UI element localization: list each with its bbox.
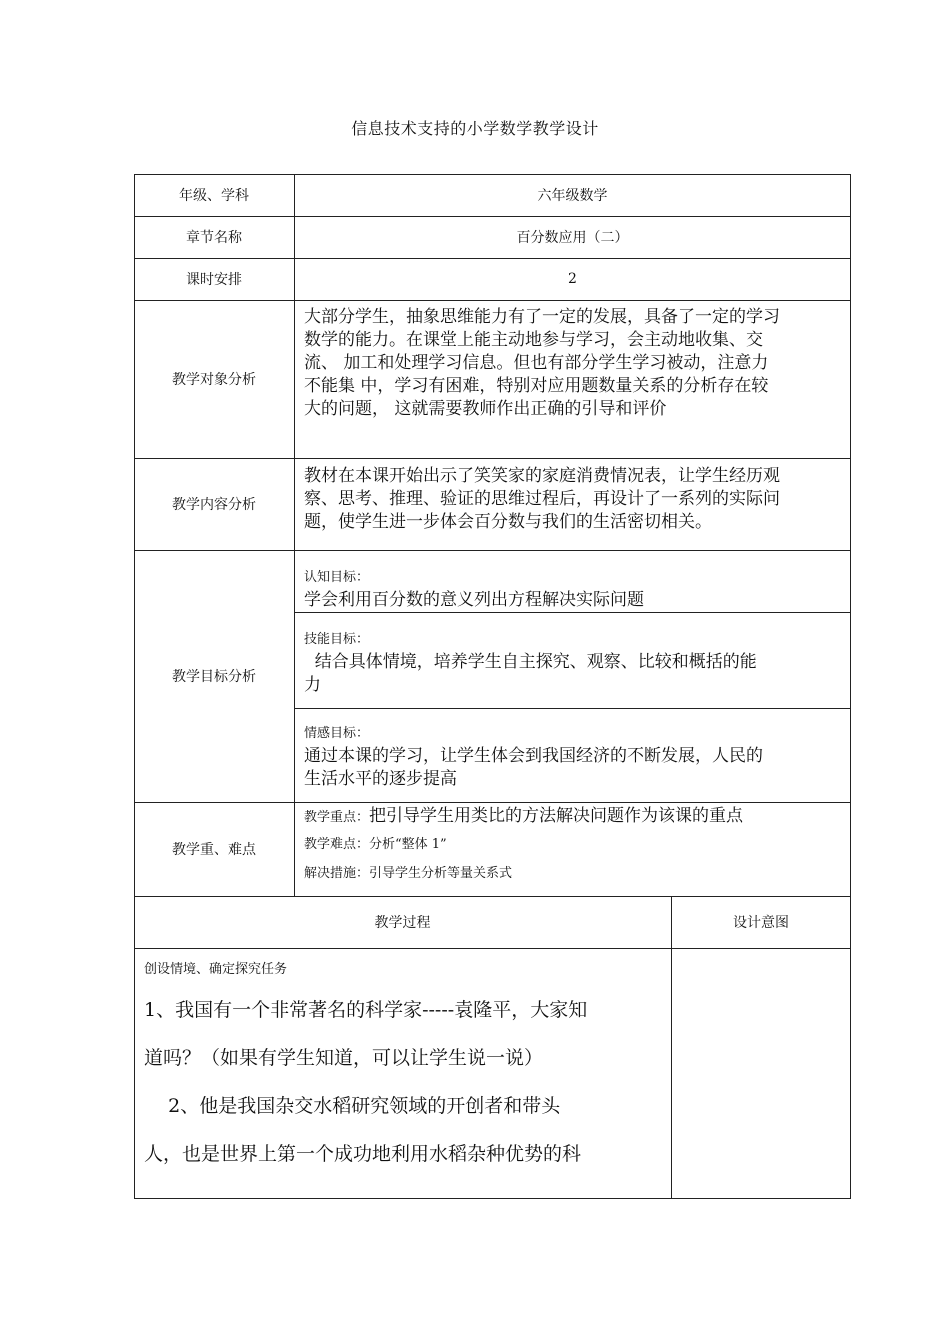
emotion-line: 通过本课的学习，让学生体会到我国经济的不断发展，人民的 [304,746,763,766]
emotion-line: 生活水平的逐步提高 [304,769,457,789]
skill-line: 结合具体情境，培养学生自主探究、观察、比较和概括的能 [304,652,757,672]
process-line: 道吗？（如果有学生知道，可以让学生说一说） [144,1047,544,1069]
section-title: 创设情境、确定探究任务 [144,962,288,977]
key-label: 教学重、难点 [172,842,256,858]
students-label: 教学对象分析 [172,372,256,388]
students-line: 大部分学生，抽象思维能力有了一定的发展，具备了一定的学习 [304,307,780,327]
intent-header: 设计意图 [733,915,789,931]
content-line: 题，使学生进一步体会百分数与我们的生活密切相关。 [304,512,712,532]
emotion-goal [294,718,851,802]
key-prefix: 教学重点： [304,810,370,825]
key-point: 把引导学生用类比的方法解决问题作为该课的重点 [369,806,744,826]
grade-value: 六年级数学 [537,188,608,204]
students-line: 不能集 中，学习有困难，特别对应用题数量关系的分析存在较 [304,376,769,396]
intent-content [671,948,851,1198]
students-line: 流、 加工和处理学习信息。但也有部分学生学习被动，注意力 [304,353,769,373]
process-header: 教学过程 [374,915,431,931]
chapter-value: 百分数应用（二） [516,230,629,246]
goals-label: 教学目标分析 [172,669,256,685]
process-line: 2、他是我国杂交水稻研究领域的开创者和带头 [144,1095,561,1117]
process-line: 1、我国有一个非常著名的科学家-----袁隆平，大家知 [144,999,588,1021]
grade-label: 年级、学科 [179,188,249,204]
hours-value: 2 [568,271,577,287]
measures: 解决措施：引导学生分析等量关系式 [304,866,513,881]
content-label: 教学内容分析 [172,497,256,513]
content-text [294,461,851,550]
document-title: 信息技术支持的小学数学教学设计 [351,119,599,138]
emotion-heading: 情感目标： [304,726,370,741]
chapter-label: 章节名称 [186,230,242,246]
content-line: 教材在本课开始出示了笑笑家的家庭消费情况表，让学生经历观 [304,466,780,486]
skill-line: 力 [304,675,321,695]
students-text [294,302,851,458]
key-text [304,802,849,896]
process-line: 人，也是世界上第一个成功地利用水稻杂种优势的科 [144,1143,582,1165]
process-content [144,960,669,1198]
difficulty: 教学难点：分析“整体 1” [304,837,447,852]
cognitive-line: 学会利用百分数的意义列出方程解决实际问题 [304,590,644,610]
skill-goal [294,624,851,708]
hours-label: 课时安排 [186,272,242,288]
content-line: 察、思考、推理、验证的思维过程后，再设计了一系列的实际问 [304,489,780,509]
cognitive-heading: 认知目标： [304,570,370,585]
students-line: 大的问题， 这就需要教师作出正确的引导和评价 [304,399,667,419]
students-line: 数学的能力。在课堂上能主动地参与学习，会主动地收集、交 [304,330,763,350]
cognitive-goal [294,562,851,612]
skill-heading: 技能目标： [304,632,370,647]
